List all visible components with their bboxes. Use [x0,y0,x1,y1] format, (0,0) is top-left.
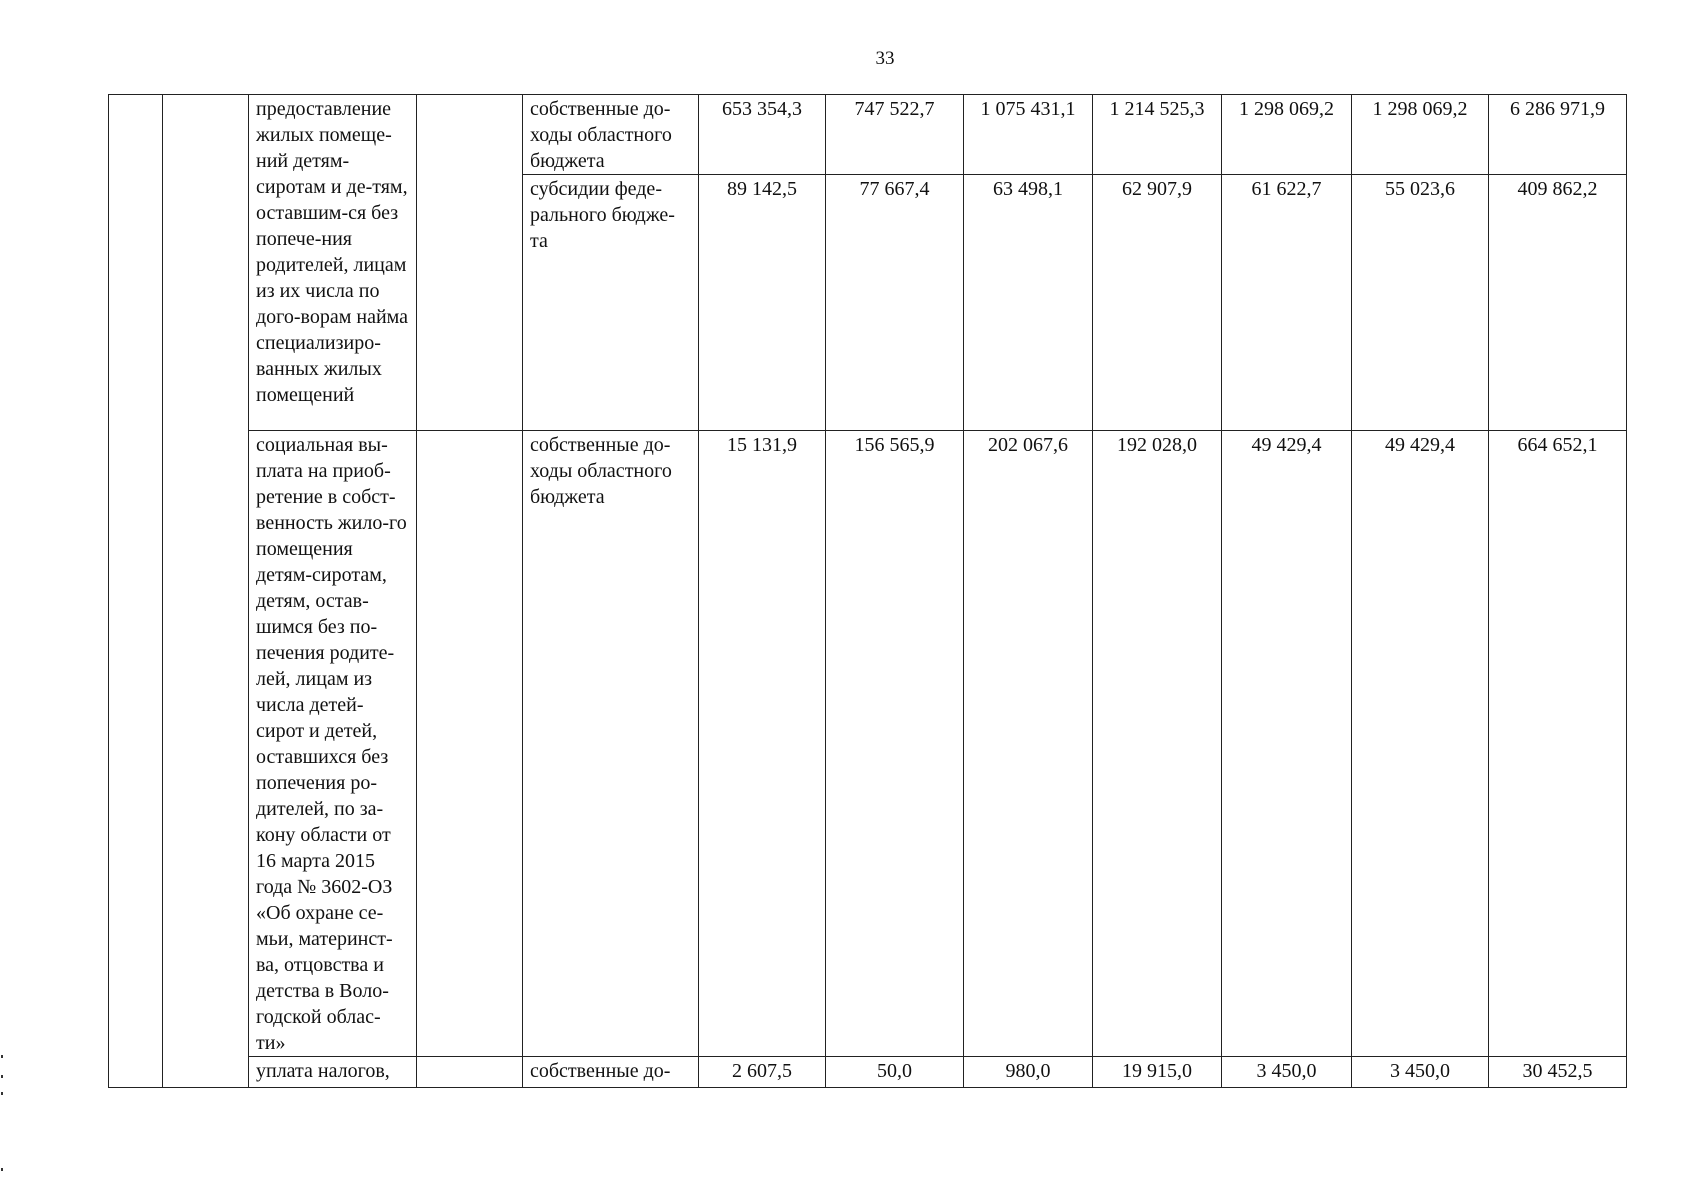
scan-artifact [1,1055,3,1058]
table-row [109,95,1627,175]
value-cell: 3 450,0 [1352,1057,1489,1088]
value-cell-total: 409 862,2 [1489,175,1627,431]
value-cell: 2 607,5 [699,1057,826,1088]
value-cell: 55 023,6 [1352,175,1489,431]
value-cell: 1 075 431,1 [964,95,1093,175]
value-cell: 19 915,0 [1093,1057,1222,1088]
budget-table [108,94,1627,1088]
value-cell-total: 30 452,5 [1489,1057,1627,1088]
empty-cell-executor [417,1057,523,1088]
page-number: 33 [875,48,895,69]
scan-artifact [1,1168,3,1171]
measure-cell: социальная вы-плата на приоб-ретение в собст-венность жило-го помещения детям-сиротам, детям, остав-шимся без по-печения родите-лей, лицам из числа детей-сирот и детей, оставшихся без попечения ро-дителей, по за-кону области от 16 марта 2015 года № 3602-ОЗ «Об охране се-мьи, материнст-ва, отцовства и детства в Воло-годской облас-ти» [249,431,417,1057]
value-cell-total: 6 286 971,9 [1489,95,1627,175]
value-cell: 747 522,7 [826,95,964,175]
scan-artifact [1,1075,3,1078]
table-row [109,431,1627,1057]
value-cell: 50,0 [826,1057,964,1088]
value-cell-total: 664 652,1 [1489,431,1627,1057]
value-cell: 192 028,0 [1093,431,1222,1057]
value-cell: 3 450,0 [1222,1057,1352,1088]
value-cell: 49 429,4 [1352,431,1489,1057]
value-cell: 202 067,6 [964,431,1093,1057]
empty-cell-number [109,95,163,1088]
source-cell: собственные до- [523,1057,699,1088]
measure-cell: предоставление жилых помеще-ний детям-сиротам и де-тям, оставшим-ся без попече-ния родителей, лицам из их числа по дого-ворам найма специализиро-ванных жилых помещений [249,95,417,431]
source-cell: собственные до-ходы областного бюджета [523,431,699,1057]
value-cell: 61 622,7 [1222,175,1352,431]
value-cell: 156 565,9 [826,431,964,1057]
scan-artifact [1,1092,3,1095]
source-cell: субсидии феде-рального бюдже-та [523,175,699,431]
value-cell: 89 142,5 [699,175,826,431]
empty-cell-executor [417,431,523,1057]
empty-cell-program [163,95,249,1088]
source-cell: собственные до-ходы областного бюджета [523,95,699,175]
value-cell: 1 298 069,2 [1352,95,1489,175]
table-row [109,1057,1627,1088]
value-cell: 15 131,9 [699,431,826,1057]
value-cell: 653 354,3 [699,95,826,175]
measure-cell: уплата налогов, [249,1057,417,1088]
value-cell: 1 298 069,2 [1222,95,1352,175]
value-cell: 49 429,4 [1222,431,1352,1057]
value-cell: 980,0 [964,1057,1093,1088]
empty-cell-executor [417,95,523,431]
value-cell: 1 214 525,3 [1093,95,1222,175]
value-cell: 62 907,9 [1093,175,1222,431]
value-cell: 77 667,4 [826,175,964,431]
value-cell: 63 498,1 [964,175,1093,431]
